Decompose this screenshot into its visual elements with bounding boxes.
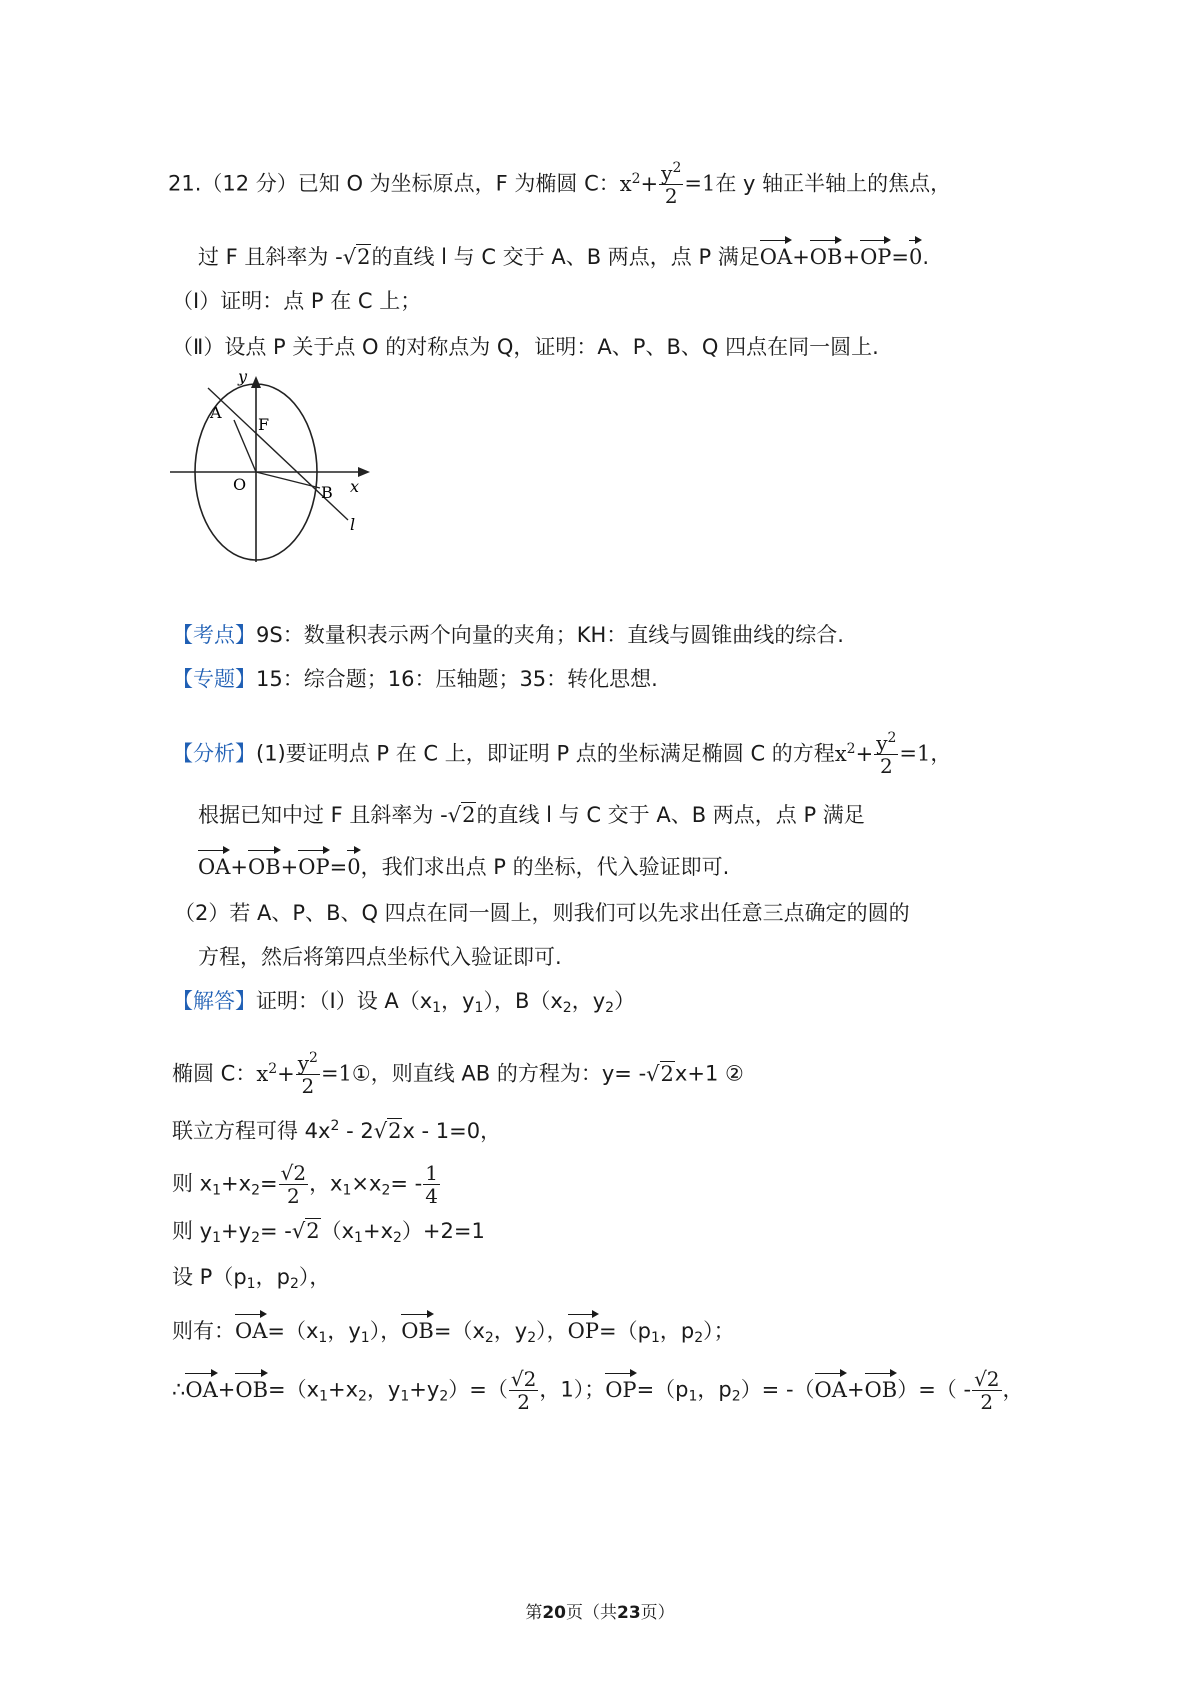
- jieda-line-6: 设 $P(p_1$，$p_2$），: [172, 1265, 331, 1292]
- fraction-sqrt2-over-2: $\frac{√2}{2}$: [280, 1161, 307, 1208]
- fenxi-text-3: ，我们求出点 P 的坐标，代入验证即可.: [360, 855, 730, 879]
- therefore-symbol: ∴: [172, 1377, 186, 1402]
- label-A: A: [210, 403, 222, 422]
- footer-post: 页）: [640, 1603, 675, 1623]
- vector-OA-5: OA: [815, 1369, 847, 1405]
- ze1-pre: 则 x: [172, 1171, 213, 1196]
- fenxi-text-2-pre: 根据已知中过 F 且斜率为 -: [198, 803, 448, 827]
- fenxi-tag: 【分析】: [172, 741, 256, 766]
- ze1-prod: ，x: [309, 1171, 343, 1196]
- footer-pre: 第: [525, 1603, 543, 1623]
- vector-OA-3: OA: [235, 1310, 267, 1346]
- vector-OB-3: OB: [401, 1310, 434, 1346]
- fenxi-line-2: [198, 800, 865, 830]
- t-eqP: =（p: [636, 1377, 689, 1402]
- ze2-tail: （x: [320, 1219, 355, 1243]
- page-footer: [0, 1598, 1200, 1623]
- problem-line-1: [168, 162, 951, 207]
- equation-x-2: $x^2+$: [834, 740, 874, 766]
- problem-line-2-mid: 的直线 l 与 C 交于 A、B 两点，点 P 满足: [371, 245, 760, 269]
- fenxi-line-5: 方程，然后将第四点坐标代入验证即可.: [198, 945, 562, 969]
- ze2-pre: 则 y: [172, 1219, 213, 1243]
- vector-OP-3: OP: [568, 1310, 599, 1346]
- fenxi-line-4: （2）若 A、P、B、Q 四点在同一圆上，则我们可以先求出任意三点确定的圆的: [174, 901, 910, 925]
- fenxi-line-3: OA+OB+OP=0，我们求出点 P 的坐标，代入验证即可.: [198, 846, 729, 882]
- vector-OP: OP: [860, 236, 891, 272]
- fenxi-line-1: [172, 732, 951, 777]
- vector-OP-2: OP: [298, 846, 329, 882]
- fraction-1-over-4: $\frac{1}{4}$: [425, 1161, 438, 1208]
- fenxi-text-1: (1)要证明点 P 在 C 上，即证明 P 点的坐标满足椭圆 C 的方程: [256, 741, 835, 766]
- jieda-t3: ），B（x: [483, 989, 563, 1013]
- t-mid: ，1）；: [539, 1377, 606, 1402]
- label-l: l: [350, 515, 356, 534]
- vector-zero-2: 0: [347, 846, 360, 882]
- she-pre: 设 P（p: [172, 1265, 247, 1289]
- t-end: ）=（ -: [897, 1377, 972, 1402]
- kaodian-line: [172, 620, 844, 650]
- equation-x-3: $x^2+$: [256, 1060, 295, 1086]
- zeyou-eqB: =（x: [433, 1319, 485, 1343]
- vector-OA-2: OA: [198, 846, 230, 882]
- jieda-t2: ，y: [441, 989, 475, 1013]
- jieda-t4: ，y: [571, 989, 606, 1013]
- vector-OB: OB: [810, 236, 843, 272]
- equation-fraction: $\frac{y^2}{2}$: [661, 160, 682, 208]
- jieda-tag: 【解答】: [172, 989, 256, 1013]
- vector-OA-4: OA: [185, 1369, 217, 1405]
- kaodian-text: 9S：数量积表示两个向量的夹角；KH：直线与圆锥曲线的综合.: [256, 623, 844, 647]
- jieda-line-5: 则 $y_1+y_2= -√2(x_1+x_2)+2=1$: [172, 1216, 485, 1246]
- segment-OA: [234, 420, 256, 472]
- ze2-end: ）+2=1: [401, 1219, 485, 1243]
- vector-zero: 0: [909, 236, 922, 272]
- vector-OB-2: OB: [248, 846, 281, 882]
- t-eq: =（x: [268, 1377, 320, 1402]
- jieda-line-2: [172, 1052, 744, 1097]
- jieda-t5: ）: [614, 989, 636, 1013]
- part-1: （Ⅰ）证明：点 P 在 C 上；: [172, 289, 422, 313]
- vector-OB-5: OB: [865, 1369, 898, 1405]
- lianli-pre: 联立方程可得 4x: [172, 1119, 331, 1143]
- jieda-line-7: 则有：$OA=(x_1$，$y_1$），$OB=(x_2$，$y_2$），$OP=(p_1$，$p_2$）；: [172, 1310, 735, 1346]
- label-B: B: [321, 483, 333, 502]
- problem-line-1-tail: 在 y 轴正半轴上的焦点，: [715, 171, 952, 196]
- fenxi-text-1-tail: ，: [930, 741, 952, 766]
- zeyou-eqA: =（x: [267, 1319, 319, 1343]
- zeyou-eqP: =（p: [599, 1319, 651, 1343]
- label-F: F: [258, 415, 270, 434]
- label-x: x: [350, 477, 360, 496]
- lianli-tail: x - 1=0，: [402, 1119, 502, 1143]
- footer-mid: 页（共: [566, 1603, 617, 1623]
- page-total: 23: [617, 1603, 641, 1623]
- fenxi-text-2-tail: 的直线 l 与 C 交于 A、B 两点，点 P 满足: [476, 803, 865, 827]
- problem-number: 21.（12 分）已知 O 为坐标原点，F 为椭圆 C：: [168, 171, 620, 196]
- fraction-sqrt2-over-2-b: $\frac{√2}{2}$: [510, 1367, 537, 1414]
- ze1-times: ×x: [351, 1171, 382, 1196]
- fraction-sqrt2-over-2-c: $\frac{√2}{2}$: [974, 1367, 1000, 1414]
- jieda-line-8: $\therefore OA+OB=(x_1+x_2$，$y_1+y_2)=$（ $\frac{√2}{2}$ ，1）；$OP=(p_1$，$p_2)= -(OA+OB)=$（ - $\frac{√2}{2}$ ，: [172, 1367, 1024, 1414]
- jieda-t1: 证明：（Ⅰ）设 A（x: [256, 989, 433, 1013]
- zhuanti-line: [172, 664, 658, 694]
- jieda-line-3: 联立方程可得 $4x^2 - 2√2x - 1=0$，: [172, 1116, 501, 1146]
- equation-rest-2: =1: [899, 741, 931, 766]
- slope-text: 过 F 且斜率为 -: [198, 245, 343, 269]
- label-y: y: [238, 367, 248, 386]
- ellipse-tail: ①，则直线 AB 的方程为：y= -: [351, 1061, 647, 1086]
- vector-OP-4: OP: [605, 1369, 636, 1405]
- kaodian-tag: 【考点】: [172, 623, 256, 647]
- t-minus: ）= -（: [740, 1377, 815, 1402]
- page-number: 20: [542, 1603, 566, 1623]
- sqrt-2: √2: [342, 245, 371, 269]
- sqrt-2c: √2: [646, 1061, 674, 1086]
- zhuanti-text: 15：综合题；16：压轴题；35：转化思想.: [256, 667, 658, 691]
- ellipse-figure: [180, 367, 390, 570]
- y-axis-arrow: [251, 376, 261, 388]
- vector-OA: OA: [760, 236, 792, 272]
- segment-OB: [256, 472, 320, 488]
- equation-fraction-3: $\frac{y^2}{2}$: [297, 1050, 318, 1098]
- ze1-eq: = -: [390, 1171, 423, 1196]
- jieda-line-4: 则 $x_1+x_2=$ $\frac{√2}{2}$ ，$x_1\times x_2=$ - $\frac{1}{4}$: [172, 1161, 438, 1208]
- x-axis-arrow: [358, 467, 370, 477]
- she-end: ），: [298, 1265, 331, 1289]
- lianli-mid: - 2: [339, 1119, 374, 1143]
- zhuanti-tag: 【专题】: [172, 667, 256, 691]
- sqrt-2b: √2: [447, 803, 476, 827]
- jieda-line-1: 【解答】证明：（Ⅰ）设 $A(x_1$，$y_1$），$B(x_2$，$y_2$）: [172, 989, 636, 1016]
- ellipse-tail2: x+1 ②: [674, 1061, 744, 1086]
- part-2: （Ⅱ）设点 P 关于点 O 的对称点为 Q，证明：A、P、B、Q 四点在同一圆上.: [172, 335, 879, 359]
- equation-fraction-2: $\frac{y^2}{2}$: [876, 730, 897, 778]
- ze2-mid: = -: [259, 1219, 292, 1243]
- zeyou-pre: 则有：: [172, 1319, 235, 1343]
- equation-rest-3: =1: [320, 1061, 352, 1086]
- problem-line-2: 过 F 且斜率为 -√2的直线 l 与 C 交于 A、B 两点，点 P 满足OA+OB+OP=0.: [198, 236, 929, 272]
- label-O: O: [233, 475, 247, 494]
- vector-OB-4: OB: [235, 1369, 268, 1405]
- equation-x: $x^2+$: [619, 170, 659, 196]
- sqrt-2e: √2: [291, 1219, 320, 1243]
- sqrt-2d: √2: [373, 1119, 402, 1143]
- ellipse-pre: 椭圆 C：: [172, 1061, 257, 1086]
- equation-rest: =1: [684, 171, 716, 196]
